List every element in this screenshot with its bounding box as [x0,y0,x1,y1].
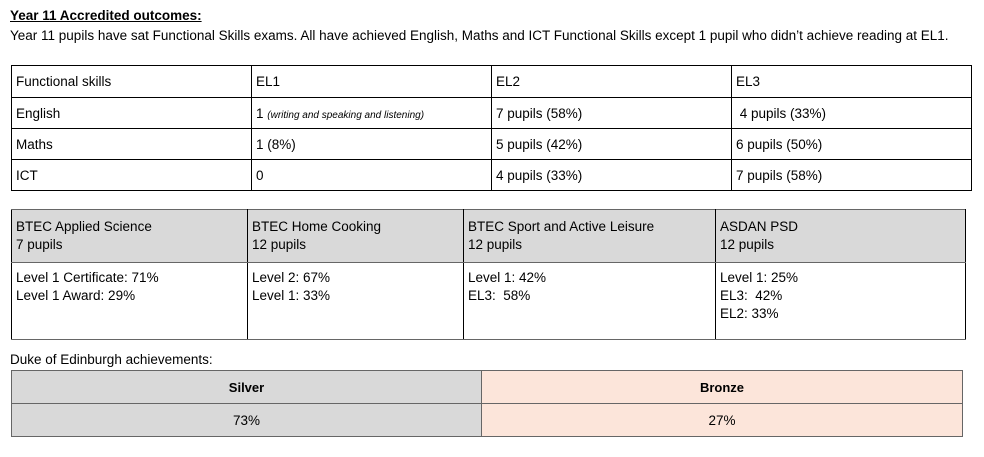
table-row [12,129,972,160]
result-line: Level 1: 33% [252,288,331,303]
subject-cell: English [12,98,252,129]
el2-cell: 4 pupils (33%) [492,160,732,191]
course-header [464,210,716,263]
el1-cell: 0 [252,160,492,191]
course-header [248,210,464,263]
table-row [12,160,972,191]
intro-text: Year 11 pupils have sat Functional Skills exams. All have achieved English, Maths and ICT Functional Skills except 1 pupil who didn’t achieve reading at EL1. [10,28,949,43]
subject-cell: ICT [12,160,252,191]
el2-cell: 7 pupils (58%) [492,98,732,129]
silver-value: 73% [12,404,482,437]
result-line: Level 1 Award: 29% [16,288,136,303]
course-title: BTEC Applied Science [16,219,152,234]
course-title: BTEC Sport and Active Leisure [468,219,655,234]
course-results [12,263,248,340]
result-line: EL2: 33% [720,306,779,321]
bronze-header: Bronze [482,371,963,404]
header-cell: EL1 [252,66,492,98]
course-header [12,210,248,263]
el3-cell: 7 pupils (58%) [732,160,972,191]
table-row [12,263,966,340]
doe-table [11,370,963,437]
table-row [12,98,972,129]
table-row [12,404,963,437]
course-count: 12 pupils [468,237,523,252]
el2-cell: 5 pupils (42%) [492,129,732,160]
header-cell: EL3 [732,66,972,98]
course-results [716,263,966,340]
course-results [248,263,464,340]
table-header-row [12,371,963,404]
result-line: Level 1: 25% [720,270,799,285]
el1-cell: 1 (8%) [252,129,492,160]
section-heading: Year 11 Accredited outcomes: [10,8,202,23]
table-header-row [12,66,972,98]
silver-header: Silver [12,371,482,404]
el3-cell: 6 pupils (50%) [732,129,972,160]
course-count: 7 pupils [16,237,63,252]
course-title: ASDAN PSD [720,219,799,234]
el1-value: 1 [256,105,264,121]
el1-note: (writing and speaking and listening) [267,109,425,121]
header-cell: EL2 [492,66,732,98]
course-count: 12 pupils [720,237,775,252]
result-line: Level 1 Certificate: 71% [16,270,159,285]
result-line: Level 1: 42% [468,270,547,285]
table-header-row [12,210,966,263]
course-header [716,210,966,263]
doe-label: Duke of Edinburgh achievements: [10,352,213,367]
btec-table [11,209,966,340]
subject-cell: Maths [12,129,252,160]
course-count: 12 pupils [252,237,307,252]
result-line: EL3: 42% [720,288,783,303]
functional-skills-table [11,65,972,191]
course-title: BTEC Home Cooking [252,219,382,234]
header-cell: Functional skills [12,66,252,98]
result-line: Level 2: 67% [252,270,331,285]
el3-cell: 4 pupils (33%) [732,98,972,129]
result-line: EL3: 58% [468,288,531,303]
bronze-value: 27% [482,404,963,437]
el1-cell [252,98,492,129]
course-results [464,263,716,340]
